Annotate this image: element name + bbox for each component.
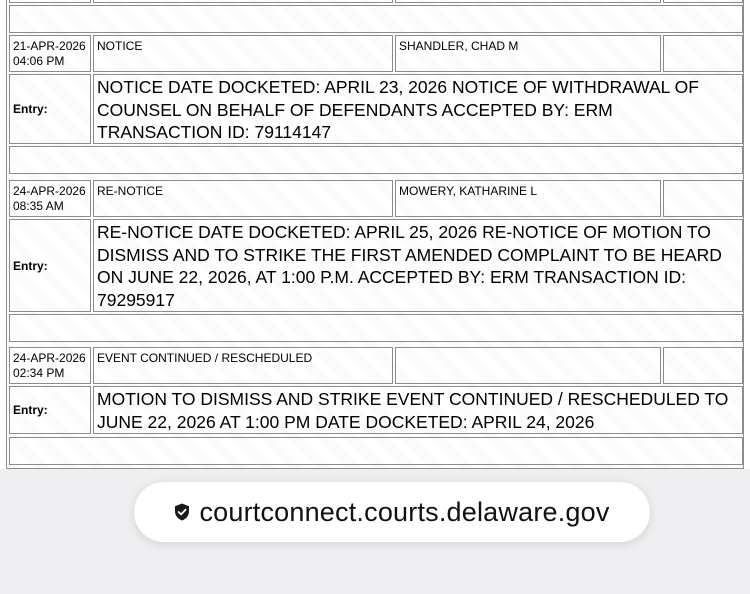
docket-entry-row bbox=[9, 219, 743, 312]
empty-cell bbox=[663, 180, 743, 217]
entry-party: MOWERY, KATHARINE L bbox=[395, 180, 661, 217]
date-text: 21-APR-2026 bbox=[13, 39, 86, 53]
entry-text: NOTICE DATE DOCKETED: APRIL 23, 2026 NOTICE OF WITHDRAWAL OF COUNSEL ON BEHALF OF DEFENDANTS ACCEPTED BY: ERM TRANSACTION ID: 79114147 bbox=[93, 74, 743, 144]
docket-header-row bbox=[9, 347, 743, 384]
date-text: 24-APR-2026 bbox=[13, 351, 86, 365]
entry-party bbox=[395, 347, 661, 384]
table-row bbox=[9, 0, 743, 3]
spacer-row bbox=[9, 5, 743, 33]
entry-label: Entry: bbox=[9, 386, 91, 434]
entry-date bbox=[9, 180, 91, 217]
entry-type: NOTICE bbox=[93, 35, 393, 72]
entry-date bbox=[9, 347, 91, 384]
spacer-row bbox=[9, 146, 743, 174]
docket-table bbox=[6, 0, 744, 469]
time-text: 02:34 PM bbox=[13, 366, 65, 380]
empty-cell bbox=[663, 35, 743, 72]
entry-text: RE-NOTICE DATE DOCKETED: APRIL 25, 2026 RE-NOTICE OF MOTION TO DISMISS AND TO STRIKE THE FIRST AMENDED COMPLAINT TO BE HEARD ON JUNE 22, 2026, AT 1:00 P.M. ACCEPTED BY: ERM TRANSACTION ID: 79295917 bbox=[93, 219, 743, 312]
entry-label: Entry: bbox=[9, 219, 91, 312]
entry-date bbox=[9, 35, 91, 72]
time-text: 04:06 PM bbox=[13, 54, 65, 68]
entry-type: RE-NOTICE bbox=[93, 180, 393, 217]
spacer-row bbox=[9, 437, 743, 465]
time-text: 08:35 AM bbox=[13, 199, 64, 213]
address-bar[interactable] bbox=[134, 482, 650, 542]
spacer-row bbox=[9, 314, 743, 342]
entry-party: SHANDLER, CHAD M bbox=[395, 35, 661, 72]
entry-label: Entry: bbox=[9, 74, 91, 144]
docket-header-row bbox=[9, 180, 743, 217]
docket-header-row bbox=[9, 35, 743, 72]
docket-entry-row bbox=[9, 74, 743, 144]
entry-type: EVENT CONTINUED / RESCHEDULED bbox=[93, 347, 393, 384]
date-text: 24-APR-2026 bbox=[13, 184, 86, 198]
url-text: courtconnect.courts.delaware.gov bbox=[199, 496, 610, 527]
empty-cell bbox=[663, 347, 743, 384]
shield-check-icon bbox=[174, 503, 190, 521]
entry-text: MOTION TO DISMISS AND STRIKE EVENT CONTINUED / RESCHEDULED TO JUNE 22, 2026 AT 1:00 PM DATE DOCKETED: APRIL 24, 2026 bbox=[93, 386, 743, 434]
docket-entry-row bbox=[9, 386, 743, 434]
